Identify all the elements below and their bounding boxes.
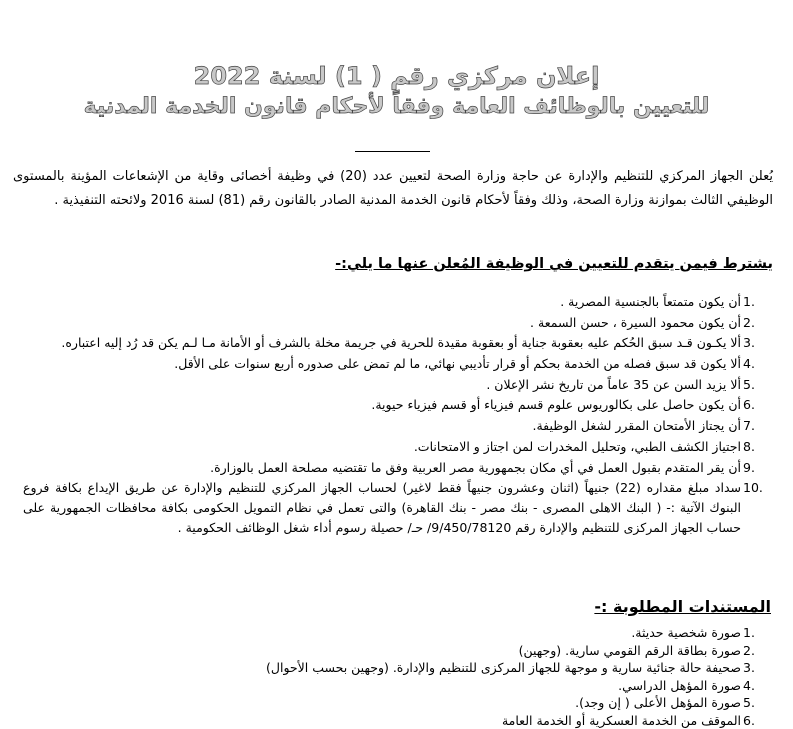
- title-divider: [355, 151, 430, 152]
- list-item: [23, 354, 763, 374]
- conditions-heading: يشترط فيمن يتقدم للتعيين في الوظيفة المُعلن عنها ما يلي:-: [335, 256, 773, 272]
- documents-heading: المستندات المطلوبة :-: [594, 597, 771, 616]
- item-text: أن يكون متمتعاً بالجنسية المصرية .: [560, 294, 741, 309]
- item-text: صورة شخصية حديثة.: [631, 625, 741, 640]
- item-text: صورة المؤهل الدراسي.: [618, 678, 741, 693]
- list-item: [23, 624, 763, 642]
- item-text: ألا يكون قد سبق فصله من الخدمة بحكم أو قرار تأديبي نهائي، ما لم تمض على صدوره أربع سنوات على الأقل.: [174, 356, 741, 371]
- item-text: صحيفة حالة جنائية سارية و موجهة للجهاز المركزى للتنظيم والإدارة. (وجهين بحسب الأحوال): [266, 660, 741, 675]
- item-number: 5.: [743, 375, 763, 395]
- item-number: 10.: [743, 478, 763, 498]
- item-text: صورة بطاقة الرقم القومي سارية. (وجهين): [519, 643, 741, 658]
- item-number: 5.: [743, 694, 763, 712]
- item-number: 9.: [743, 458, 763, 478]
- item-text: أن يقر المتقدم بقبول العمل في أي مكان بجمهورية مصر العربية وفق ما تقتضيه مصلحة العمل بالوزارة.: [210, 460, 741, 475]
- list-item: [23, 659, 763, 677]
- announcement-subtitle: للتعيين بالوظائف العامة وفقاً لأحكام قانون الخدمة المدنية: [0, 94, 793, 119]
- list-item: [23, 712, 763, 729]
- list-item: [23, 642, 763, 660]
- list-item: [23, 416, 763, 436]
- item-number: 2.: [743, 313, 763, 333]
- item-text: ألا يكـون قـد سبق الحُكم عليه بعقوبة جناية أو بعقوبة مقيدة للحرية في جريمة مخلة بالشرف أو الأمانة مـا لـم يكن قد رُد إليه اعتباره.: [61, 335, 741, 350]
- item-number: 6.: [743, 712, 763, 729]
- list-item: [23, 437, 763, 457]
- item-text: اجتياز الكشف الطبي، وتحليل المخدرات لمن اجتاز و الامتحانات.: [414, 439, 741, 454]
- list-item: [23, 333, 763, 353]
- item-number: 2.: [743, 642, 763, 660]
- item-text: أن يكون حاصل على بكالوريوس علوم قسم فيزياء أو قسم فيزياء حيوية.: [371, 397, 741, 412]
- item-number: 7.: [743, 416, 763, 436]
- item-text: ألا يزيد السن عن 35 عاماً من تاريخ نشر الإعلان .: [486, 377, 741, 392]
- item-number: 1.: [743, 624, 763, 642]
- intro-paragraph: يُعلن الجهاز المركزي للتنظيم والإدارة عن حاجة وزارة الصحة لتعيين عدد (20) في وظيفة أخصائى وقاية من الإشعاعات المؤينة بالمستوى الوظيفي الثالث بموازنة وزارة الصحة، وذلك وفقاً لأحكام قانون الخدمة المدنية الصادر بالقانون رقم (81) لسنة 2016 ولائحته التنفيذية .: [13, 165, 773, 213]
- documents-list: [23, 624, 763, 729]
- list-item: [23, 395, 763, 415]
- item-number: 4.: [743, 354, 763, 374]
- list-item: [23, 478, 763, 538]
- item-text: سداد مبلغ مقداره (22) جنيهاً (اثنان وعشرون جنيهاً فقط لاغير) لحساب الجهاز المركزي للتنظيم والإدارة عن طريق الإيداع بكافة فروع البنوك الآتية :- ( البنك الاهلى المصرى - بنك مصر - بنك القاهرة) والتى تعمل في نظام التمويل الحكومى بكافة محافظات الجمهورية على حساب الجهاز المركزى للتنظيم والإدارة رقم 9/450/78120/ حـ/ حصيلة رسوم أداء شغل الوظائف الحكومية .: [23, 480, 741, 535]
- item-number: 3.: [743, 333, 763, 353]
- list-item: [23, 458, 763, 478]
- announcement-title: إعلان مركزي رقم ( 1) لسنة 2022: [0, 62, 793, 90]
- item-text: أن يجتاز الأمتحان المقرر لشغل الوظيفة.: [533, 418, 742, 433]
- list-item: [23, 375, 763, 395]
- item-text: أن يكون محمود السيرة ، حسن السمعة .: [530, 315, 741, 330]
- item-number: 4.: [743, 677, 763, 695]
- item-text: الموقف من الخدمة العسكرية أو الخدمة العامة: [502, 713, 741, 728]
- item-text: صورة المؤهل الأعلى ( إن وجد).: [575, 695, 741, 710]
- item-number: 1.: [743, 292, 763, 312]
- list-item: [23, 694, 763, 712]
- item-number: 6.: [743, 395, 763, 415]
- list-item: [23, 292, 763, 312]
- item-number: 8.: [743, 437, 763, 457]
- item-number: 3.: [743, 659, 763, 677]
- list-item: [23, 313, 763, 333]
- list-item: [23, 677, 763, 695]
- conditions-list: [23, 292, 763, 539]
